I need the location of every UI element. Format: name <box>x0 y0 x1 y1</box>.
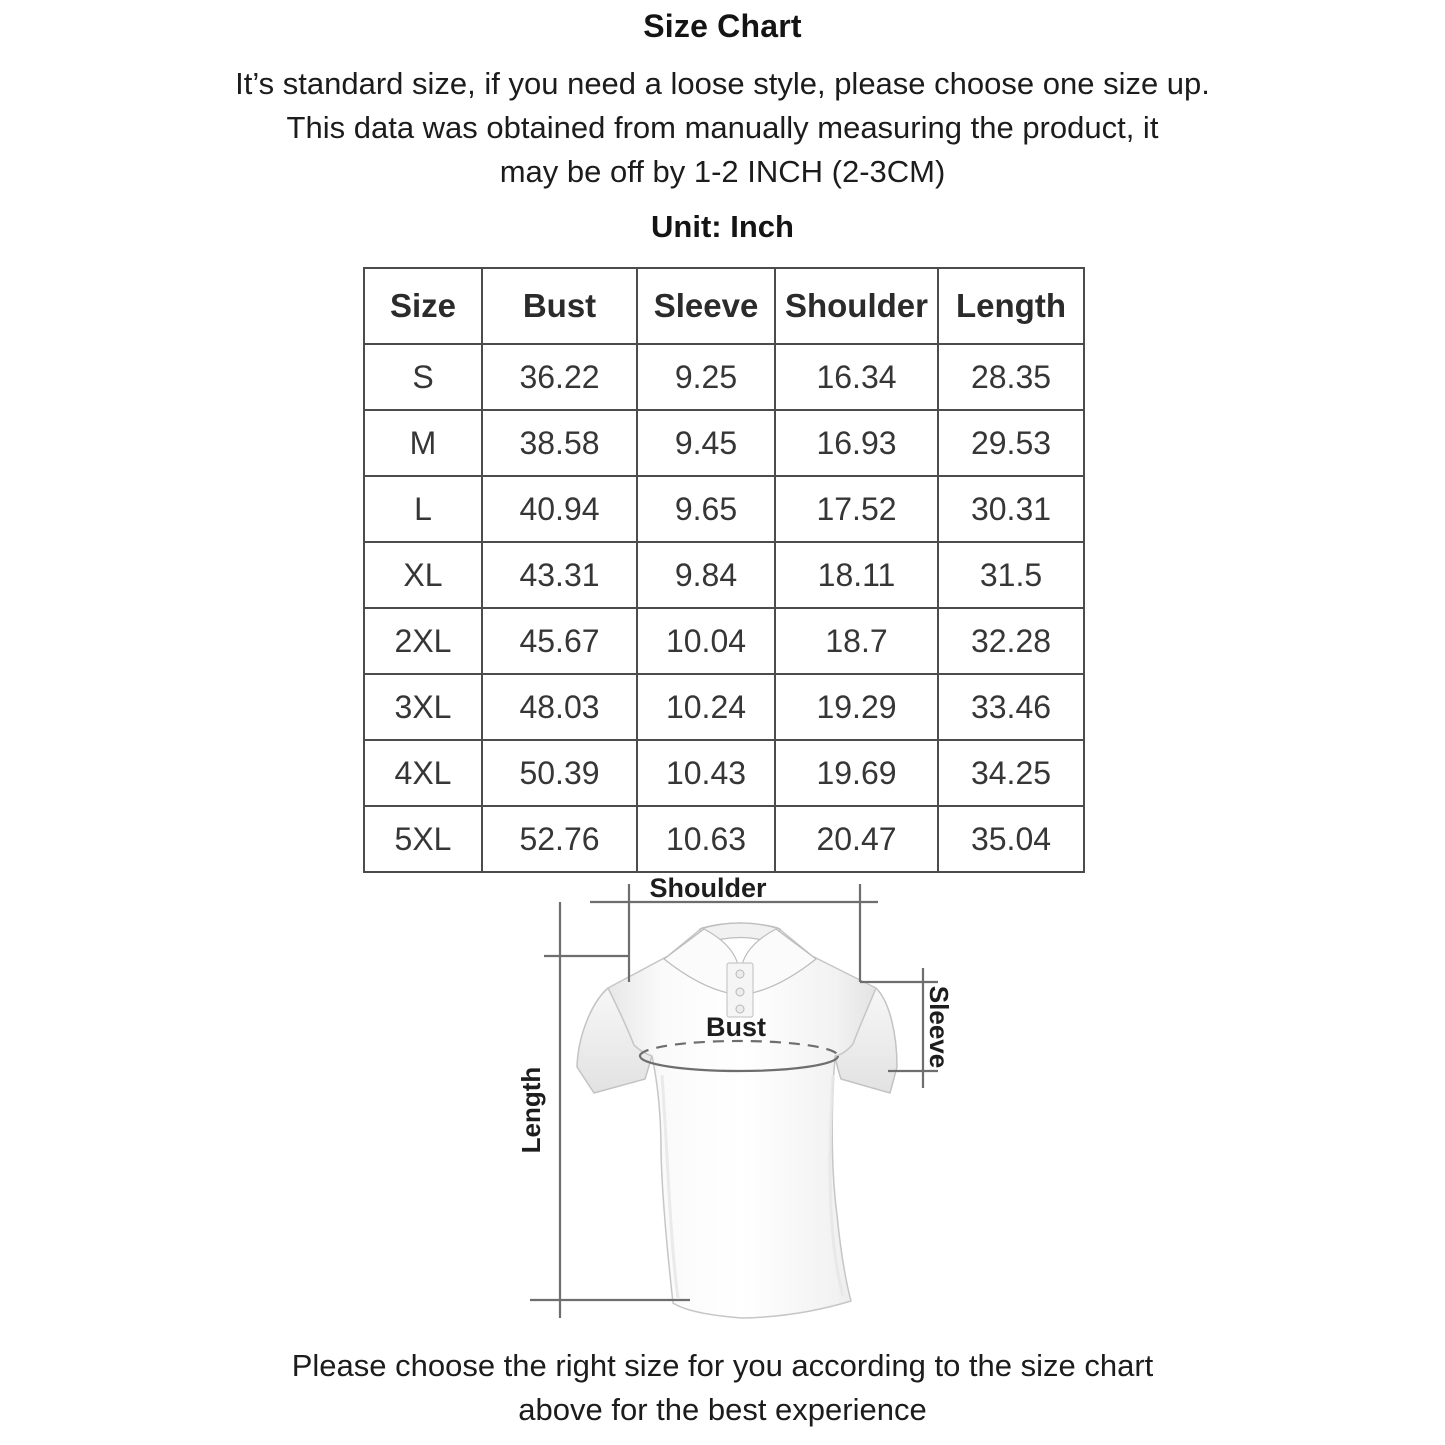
table-cell: 10.43 <box>637 740 775 806</box>
polo-shirt-illustration <box>577 923 897 1318</box>
footer-note <box>0 1344 1445 1432</box>
table-cell: 9.84 <box>637 542 775 608</box>
table-row <box>364 608 1084 674</box>
table-cell: 35.04 <box>938 806 1084 872</box>
table-cell: 45.67 <box>482 608 637 674</box>
table-cell: 52.76 <box>482 806 637 872</box>
table-cell: 4XL <box>364 740 482 806</box>
header-cell-sleeve: Sleeve <box>637 268 775 344</box>
table-cell: 2XL <box>364 608 482 674</box>
table-cell: 9.65 <box>637 476 775 542</box>
table-cell: 48.03 <box>482 674 637 740</box>
table-row <box>364 740 1084 806</box>
table-cell: 19.69 <box>775 740 938 806</box>
table-cell: 19.29 <box>775 674 938 740</box>
table-row <box>364 410 1084 476</box>
table-row <box>364 674 1084 740</box>
table-cell: 29.53 <box>938 410 1084 476</box>
table-header-row <box>364 268 1084 344</box>
header-cell-shoulder: Shoulder <box>775 268 938 344</box>
sleeve-label: Sleeve <box>924 985 954 1069</box>
footer-line-2: above for the best experience <box>518 1392 927 1427</box>
intro-line-1: It’s standard size, if you need a loose style, please choose one size up. <box>235 66 1210 101</box>
table-cell: 16.34 <box>775 344 938 410</box>
table-cell: 20.47 <box>775 806 938 872</box>
button-1 <box>736 970 744 978</box>
size-chart-table <box>363 267 1085 873</box>
length-label: Length <box>516 1066 546 1154</box>
table-cell: 30.31 <box>938 476 1084 542</box>
table-row <box>364 476 1084 542</box>
table-cell: 50.39 <box>482 740 637 806</box>
footer-line-1: Please choose the right size for you according to the size chart <box>291 1348 1154 1383</box>
table-cell: 17.52 <box>775 476 938 542</box>
table-cell: 31.5 <box>938 542 1084 608</box>
table-cell: 10.63 <box>637 806 775 872</box>
table-cell: 9.25 <box>637 344 775 410</box>
table-cell: 33.46 <box>938 674 1084 740</box>
table-cell: 38.58 <box>482 410 637 476</box>
table-cell: XL <box>364 542 482 608</box>
table-cell: 3XL <box>364 674 482 740</box>
table-cell: 5XL <box>364 806 482 872</box>
table-cell: 18.7 <box>775 608 938 674</box>
table-cell: 16.93 <box>775 410 938 476</box>
table-cell: 34.25 <box>938 740 1084 806</box>
shoulder-label: Shoulder <box>649 873 767 903</box>
intro-text <box>0 62 1445 194</box>
table-cell: 10.24 <box>637 674 775 740</box>
header-cell-size: Size <box>364 268 482 344</box>
unit-label: Unit: Inch <box>651 209 794 244</box>
table-row <box>364 542 1084 608</box>
header-cell-length: Length <box>938 268 1084 344</box>
table-cell: L <box>364 476 482 542</box>
table-cell: 9.45 <box>637 410 775 476</box>
bust-label: Bust <box>706 1012 766 1042</box>
polo-shirt-diagram <box>430 858 1010 1340</box>
table-cell: 18.11 <box>775 542 938 608</box>
intro-line-2: This data was obtained from manually measuring the product, it <box>286 110 1159 145</box>
page-title: Size Chart <box>643 8 802 44</box>
table-body <box>364 344 1084 872</box>
button-2 <box>736 988 744 996</box>
table-row <box>364 344 1084 410</box>
table-cell: 40.94 <box>482 476 637 542</box>
table-cell: S <box>364 344 482 410</box>
header-cell-bust: Bust <box>482 268 637 344</box>
table-cell: 10.04 <box>637 608 775 674</box>
table-cell: 28.35 <box>938 344 1084 410</box>
table-cell: 36.22 <box>482 344 637 410</box>
table-cell: 43.31 <box>482 542 637 608</box>
table-cell: M <box>364 410 482 476</box>
intro-line-3: may be off by 1-2 INCH (2-3CM) <box>499 154 946 189</box>
table-cell: 32.28 <box>938 608 1084 674</box>
